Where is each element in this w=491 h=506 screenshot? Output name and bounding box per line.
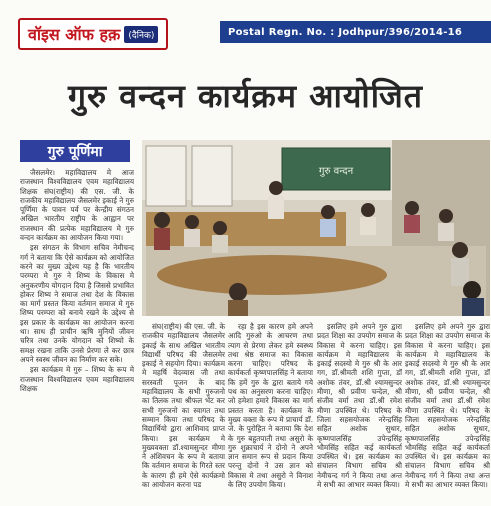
paragraph: जैसलमेर। महाविद्यालय मे आज राजस्थान विश्वविद्यालय एवम महाविद्यालय शिक्षक संघ(राष्ट्रीय) की एस. जी. के राजकीय महाविद्यालय जैसलमेर इकाई ने गुरु पूर्णिमा के पावन पर्व पर केन्द्रीय संगठन अखिल भारतीय राष्ट्रीय के आह्वान पर राजस्थान की प्रत्येक महाविद्यालय मे गुरु वन्दन कार्यक्रम का आयोजन किया गया। [20, 168, 134, 243]
article-headline: गुरु वन्दन कार्यक्रम आयोजित [68, 77, 423, 115]
registration-bar [220, 21, 491, 43]
paper-name: वॉइस ऑफ हक़ [28, 25, 121, 44]
masthead [6, 18, 486, 48]
event-photo [142, 140, 490, 316]
article-column-4 [317, 322, 402, 504]
article-column-2 [142, 322, 225, 504]
paragraph: इस कार्यक्रम मे गुरु – शिष्य के रूप मे राजस्थान विश्वविद्यालय एवम महाविद्यालय शिक्षक [20, 365, 134, 393]
meeting-room-illustration [142, 140, 490, 316]
paper-tag: (दैनिक) [124, 26, 158, 43]
newspaper-logo [18, 18, 168, 50]
article-subhead: गुरु पूर्णिमा [20, 140, 130, 162]
paragraph: रहा है इस कारण हमे अपने आदि गुरुओ के आचरण तथा त्याग से प्रेरणा लेकर हमे स्वस्थ्य तथा श्रेष्ठ समाज का विकास करना चाहिए। परिषद के कार्यकर्ता कृष्णपालसिंह ने बताया कि हमें गुरु के द्वारा बताये गये पथ का अनुसरण करना चाहिए। जो हमेशा हमारे विकास का मार्ग प्रस्तत करता है। कार्यक्रम के मुख्य वक्ता के रूप मे प्राचार्य डॉ. जे. के पुरोहित ने बताया कि देश के गुरु बहुतपाती तथा असुरो के गुरु शुक्राचार्य ने दोनो ने अपने ज्ञान समान रूप से प्रदान किया परन्तु दोनो ने उस ज्ञान को विकास मे तथा असुरो ने विनाश के लिए उपयोग किया। [228, 322, 313, 490]
registration-number: Postal Regn. No. : Jodhpur/396/2014-16 [228, 26, 463, 38]
paragraph: इस संगठन के विभाग सचिव नेमीचन्द गर्ग ने बताया कि ऐसे कार्यक्रम को आयोजित करने का मुख्य उद्देश्य यह है कि भारतीय परम्परा मे गुरु ने शिष्य के विकास मे अनुकरणीय योगदान दिया है जिससे प्रभावित होकर शिष्य ने समाज तथा देश के विकास का मार्ग प्रस्तत किया वर्तमान समाज मे गुरु शिष्य परम्परा को बनाये रखने के उद्देश्य से इस प्रकार के कार्यक्रम का आयोजन करना था। साथ ही प्राचीन ऋषि मुनियों जीवन चरित्र तथा उनके योगदान को शिष्यो के समक्ष रखना ताकि उनसे प्रेरणा ले कर छात्र अपने स्वस्थ जीवन का निर्माण कर सके। [20, 243, 134, 364]
photo-banner: गुरु वन्दन [318, 166, 354, 177]
paragraph: इसलिए हमे अपने गुरु द्वारा प्रदत शिक्षा का उपयोग समाज के विकास मे करना चाहिए। इस कार्यक्रम मे महाविद्यालय के इकाई सदस्यो मे गुरु श्री के आर गग, डॉ.श्रीमती शशि गुप्ता, डॉ अशोक तंवर, डॉ.श्री श्यामसुन्दर मीणा, श्री प्रवीण चन्देल, श्री संजीव वर्मा तथा डॉ.श्री रमेश मीणा उपस्थित थे। परिषद के जिला सहसयोजक नरेन्द्रसिंह सहित अशोक सुथार, कृष्णपालसिंह उपेन्द्रसिंह भौमसिंह सहित कई कार्यकर्ता उपस्थित थे। इस कार्यक्रम का संचालन विभाग सचिव श्री नेमीचन्द गर्ग ने किया तथा अन्त मे सभी का आभार व्यक्त किया। [405, 322, 490, 490]
article-column-1 [20, 168, 134, 504]
article-column-3 [228, 322, 313, 504]
paragraph: संघ(राष्ट्रीय) की एस. जी. के राजकीय महाविद्यालय जैसलमेर इकाई के साथ अखिल भारतीय विद्यार्थी परिषद की जैसलमेर इकाई ने सहयोग दिया। कार्यक्रम मे महर्षि वेदव्यास जी तथा सरस्वती पूजन के बाद महाविद्यालय के सभी गुरुजनो का तिलक तथा श्रीफल भेंट कर सभी गुरुजनो का स्वागत तथा सम्मान किया तथा परिषद के विद्यार्थियो द्वारा आशिवाद प्राप्त किया। इस कार्यक्रम मे मुख्यवक्ता डॉ.श्यामसुन्दर मीणा ने अंशिवचन के रूप मे बताया कि वर्तमान समाज के गिरते स्तर के कारण ही हमे ऐसे कार्यक्रमो का आयोजन करना पड [142, 322, 225, 490]
article-column-5 [405, 322, 490, 504]
paragraph: इसलिए हमे अपने गुरु द्वारा प्रदत शिक्षा का उपयोग समाज के विकास मे करना चाहिए। इस कार्यक्रम मे महाविद्यालय के इकाई सदस्यो मे गुरु श्री के आर गग, डॉ.श्रीमती शशि गुप्ता, डॉ अशोक तंवर, डॉ.श्री श्यामसुन्दर मीणा, श्री प्रवीण चन्देल, श्री संजीव वर्मा तथा डॉ.श्री रमेश मीणा उपस्थित थे। परिषद के जिला सहसयोजक नरेन्द्रसिंह सहित अशोक सुथार, कृष्णपालसिंह उपेन्द्रसिंह भौमसिंह सहित कई कार्यकर्ता उपस्थित थे। इस कार्यक्रम का संचालन विभाग सचिव श्री नेमीचन्द गर्ग ने किया तथा अन्त मे सभी का आभार व्यक्त किया। [317, 322, 402, 490]
